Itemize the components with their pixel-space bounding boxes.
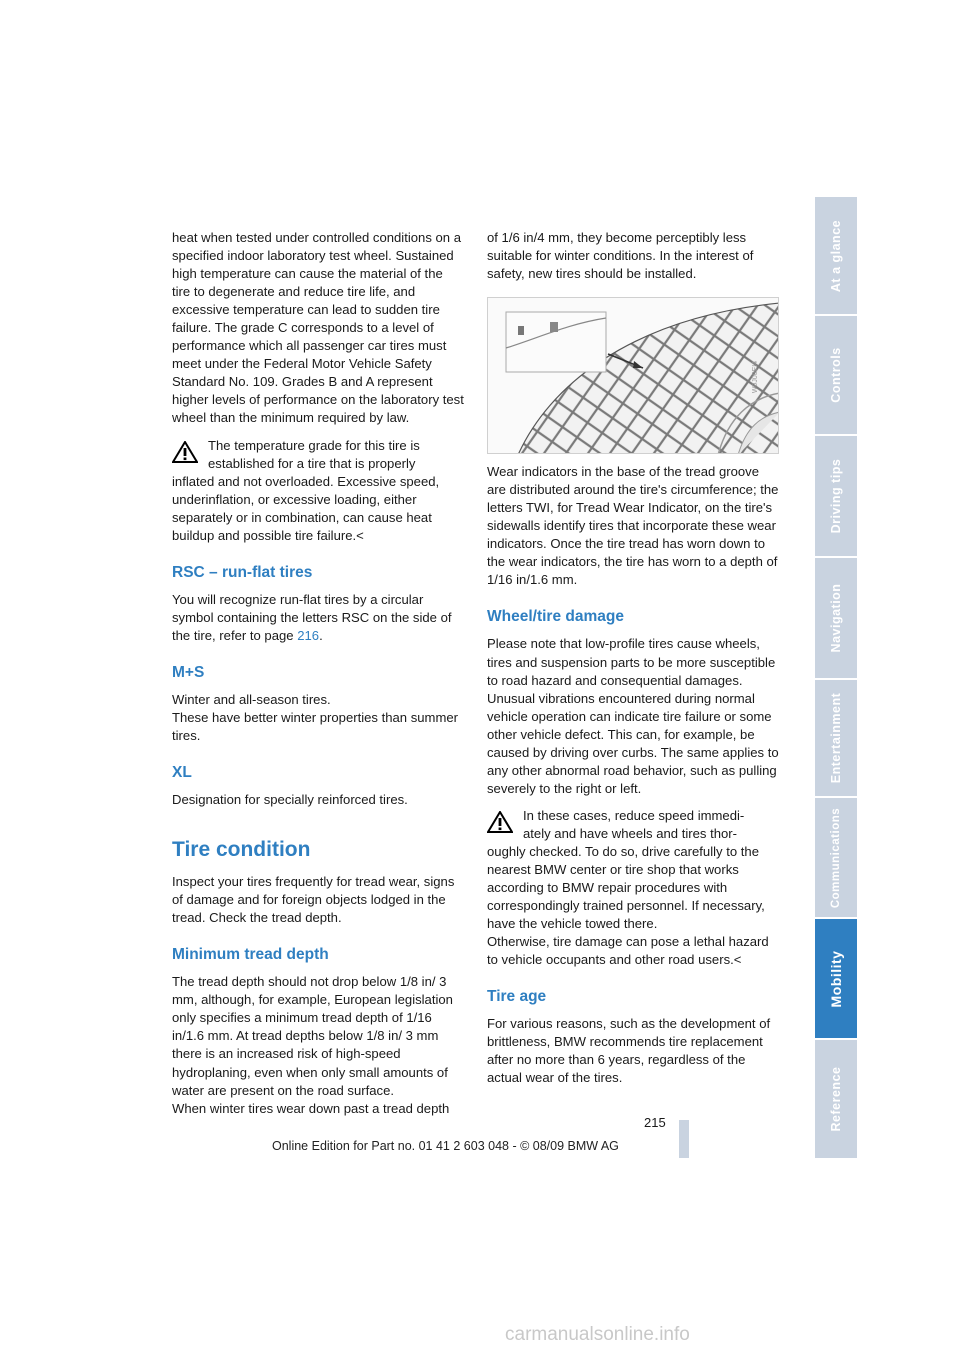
chapter-sidebar <box>815 197 857 1160</box>
warning-icon <box>487 811 513 833</box>
watermark: carmanualsonline.info <box>505 1324 690 1345</box>
rsc-paragraph: You will recognize run-flat tires by a circular symbol containing the letters RSC on the side of the tire, refer to page 216. <box>172 591 452 643</box>
warning-body: inflated and not overloaded. Excessive speed, underinflation, or excessive loading, either separately or in combination, can cause heat buildup and possible tire failure.< <box>172 473 440 543</box>
min-tread-heading: Minimum tread depth <box>172 946 329 964</box>
xl-heading: XL <box>172 764 192 782</box>
wheel-damage-paragraph-1: Please note that low-profile tires cause wheels, tires and suspension parts to be more susceptible to road hazard and consequential damages. <box>487 636 776 688</box>
tire-wear-figure <box>487 297 779 454</box>
tab-navigation[interactable]: Navigation <box>815 558 857 680</box>
tire-age-heading: Tire age <box>487 988 547 1006</box>
tab-at-a-glance[interactable]: At a glance <box>815 197 857 316</box>
temperature-warning <box>172 437 464 545</box>
wear-indicators-paragraph: Wear indicators in the base of the tread groove are distributed around the tire's circumference; the letters TWI, for Tread Wear Indicator, on the tire's sidewalls identify tires that incorporate these wear indicators. Once the tire tread has worn down to the wear indicators, the tire has worn to a depth of 1/16 in/1.6 mm. <box>487 464 779 588</box>
tab-reference[interactable]: Reference <box>815 1040 857 1160</box>
right-column <box>487 229 779 1088</box>
tire-illustration <box>488 298 779 454</box>
winter-tires-paragraph: of 1/6 in/4 mm, they become perceptibly less suitable for winter conditions. In the interest of safety, new tires should be installed. <box>487 230 754 282</box>
tire-condition-heading: Tire condition <box>172 838 311 862</box>
edition-footer: Online Edition for Part no. 01 41 2 603 048 - © 08/09 BMW AG <box>272 1139 619 1153</box>
min-tread-paragraph-2: When winter tires wear down past a tread depth <box>172 1100 450 1116</box>
warning-body: oughly checked. To do so, drive carefully to the nearest BMW center or tire shop that works according to BMW repair procedures with correspondingly trained personnel. If necessary, have the vehicle towed there. <box>487 843 765 932</box>
ms-line-2: These have better winter properties than summer tires. <box>172 709 459 744</box>
tab-entertainment[interactable]: Entertainment <box>815 680 857 798</box>
tab-communications[interactable]: Communications <box>815 798 857 919</box>
warning-icon <box>172 441 198 463</box>
page-number: 215 <box>644 1115 666 1130</box>
footer-bar <box>679 1120 689 1158</box>
tab-mobility[interactable]: Mobility <box>815 919 857 1040</box>
figure-code: W0J00EI4 <box>751 361 759 394</box>
tab-driving-tips[interactable]: Driving tips <box>815 436 857 558</box>
ms-line-1: Winter and all-season tires. <box>172 691 331 707</box>
end-mark: < <box>356 527 364 543</box>
warning-line-2: ately and have wheels and tires thor- <box>523 825 737 841</box>
wheel-damage-heading: Wheel/tire damage <box>487 608 624 626</box>
wheel-damage-paragraph-2: Unusual vibrations encountered during normal vehicle operation can indicate tire failure or some other vehicle defect. This can, for example, be caused by driving over curbs. The same applies to any other abnormal road behavior, such as pulling severely to the right or left. <box>487 690 779 796</box>
page-216-link[interactable]: 216 <box>297 627 320 643</box>
min-tread-paragraph: The tread depth should not drop below 1/8 in/ 3 mm, although, for example, European legislation only specifies a minimum tread depth of 1/16 in/1.6 mm. At tread depths below 1/8 in/ 3 mm there is an increased risk of high-speed hydroplaning, even when only small amounts of water are present on the road surface. <box>172 974 453 1098</box>
temperature-paragraph: heat when tested under controlled conditions on a specified indoor laboratory test wheel. Sustained high temperature can cause the material of the tire to degenerate and reduce tire life, and excessive temperature can lead to sudden tire failure. The grade C corresponds to a level of performance which all passenger car tires must meet under the Federal Motor Vehicle Safety Standard No. 109. Grades B and A represent higher levels of performance on the laboratory test wheel than the minimum required by law. <box>172 230 464 426</box>
tab-controls[interactable]: Controls <box>815 316 857 436</box>
tire-condition-paragraph: Inspect your tires frequently for tread wear, signs of damage and for foreign objects lodged in the tread. Check the tread depth. <box>172 874 455 926</box>
left-column <box>172 229 464 1118</box>
warning-line-1: The temperature grade for this tire is <box>208 437 420 453</box>
rsc-heading: RSC – run-flat tires <box>172 563 313 581</box>
end-mark: < <box>733 952 742 968</box>
xl-paragraph: Designation for specially reinforced tires. <box>172 792 408 808</box>
tire-age-paragraph: For various reasons, such as the development of brittleness, BMW recommends tire replacement after no more than 6 years, regardless of the actual wear of the tires. <box>487 1016 771 1086</box>
warning-line-1: In these cases, reduce speed immedi- <box>523 807 745 823</box>
warning-line-2: established for a tire that is properly <box>208 455 416 471</box>
warning-body-2: Otherwise, tire damage can pose a lethal hazard to vehicle occupants and other road users.< <box>487 934 769 968</box>
damage-warning <box>487 807 779 969</box>
ms-heading: M+S <box>172 663 205 681</box>
